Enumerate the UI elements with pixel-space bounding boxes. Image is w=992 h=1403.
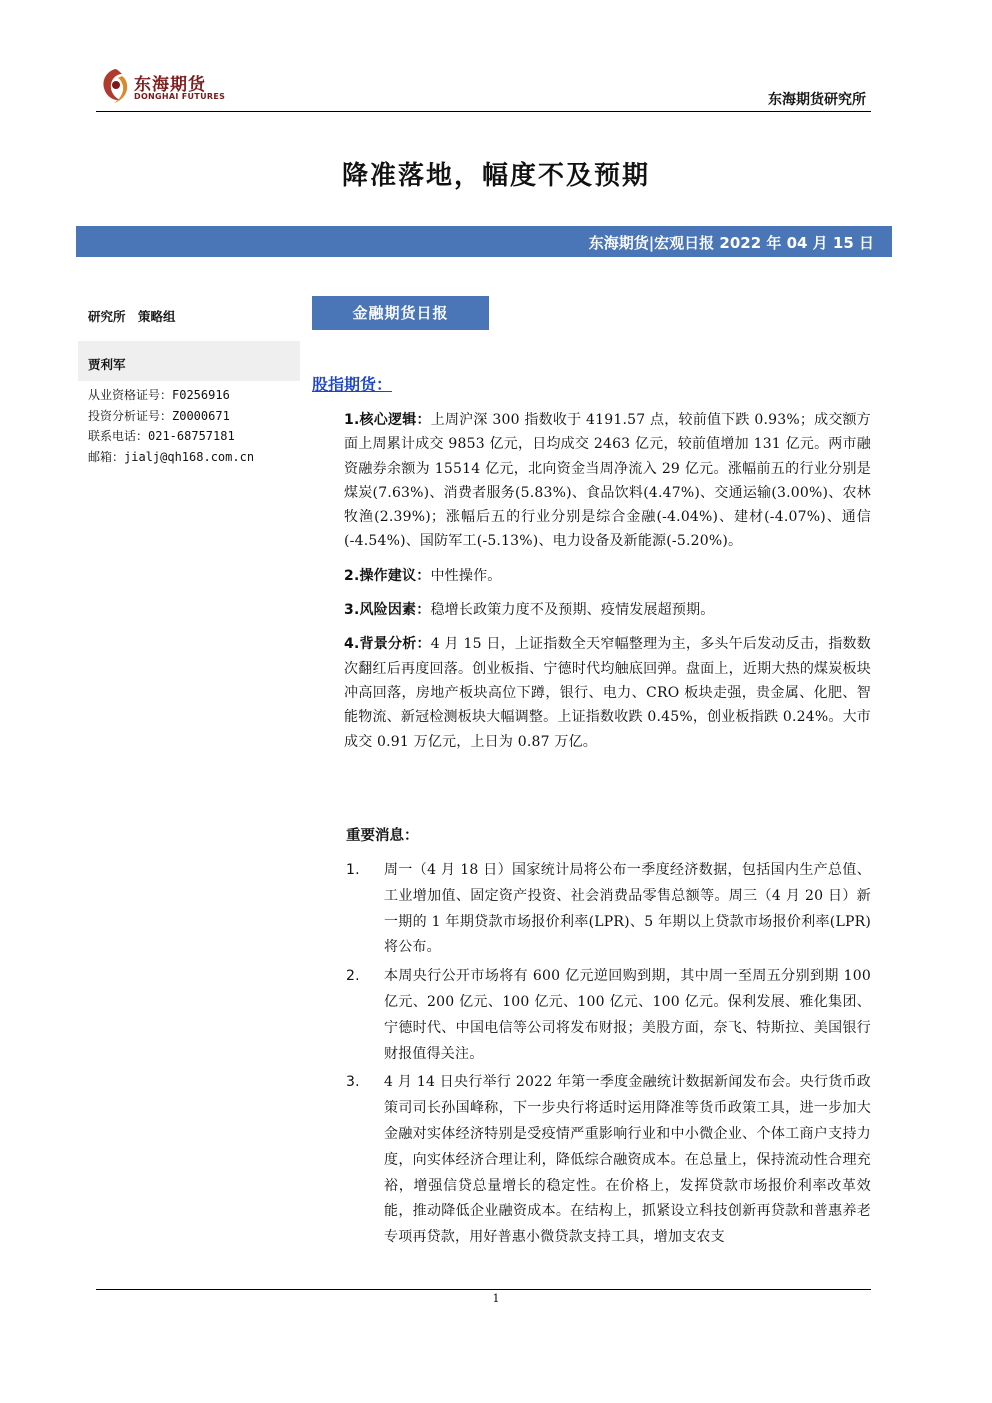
report-title: 降准落地，幅度不及预期	[341, 161, 650, 191]
paragraph-text: 中性操作。	[430, 567, 502, 584]
paragraph-operation-advice	[344, 564, 871, 588]
stock-index-futures-heading: 股指期货：	[312, 375, 393, 394]
paragraph-risk-factors	[344, 598, 871, 622]
news-item	[346, 858, 871, 961]
logo-english-text: DONGHAI FUTURES	[134, 92, 226, 101]
report-banner	[76, 226, 892, 257]
news-list	[346, 858, 871, 1254]
paragraph-background	[344, 632, 871, 753]
paragraph-text: 稳增长政策力度不及预期、疫情发展超预期。	[430, 602, 715, 619]
email-address: 邮箱：jialj@qh168.com.cn	[88, 449, 255, 464]
paragraph-label: 3.风险因素：	[344, 602, 431, 619]
paragraph-label: 4.背景分析：	[344, 636, 431, 653]
analyst-name: 贾利军	[88, 357, 126, 372]
news-item-number: 2.	[346, 968, 360, 985]
analyst-sidebar	[88, 307, 300, 464]
paragraph-text: 上周沪深 300 指数收于 4191.57 点，较前值下跌 0.93%；成交额方面上周累计成交 9853 亿元，日均成交 2463 亿元，较前值增加 131 亿元。两市融资融券余额为 15514 亿元，北向资金当周净流入 29 亿元。涨幅前五的行业分别是煤炭(7.63%)、消费者服务(5.83%)、食品饮料(4.47%)、交通运输(3.00%)、农林牧渔(2.39%)；涨幅后五的行业分别是综合金融(-4.04%)、建材(-4.07%)、通信(-4.54%)、国防军工(-5.13%)、电力设备及新能源(-5.20%)。	[344, 412, 871, 550]
company-logo	[98, 66, 228, 110]
news-item	[346, 964, 871, 1067]
paragraph-label: 1.核心逻辑：	[344, 412, 431, 428]
paragraph-label: 2.操作建议：	[344, 567, 431, 584]
logo-chinese-text: 东海期货	[134, 75, 206, 95]
news-item-number: 3.	[346, 1074, 360, 1091]
footer-divider	[96, 1289, 871, 1290]
header-org-name: 东海期货研究所	[768, 92, 866, 108]
header-divider	[96, 111, 871, 112]
investment-analysis-number: 投资分析证号：Z0000671	[88, 408, 230, 423]
analyst-contact-info	[88, 386, 300, 468]
news-item-text: 周一（4 月 18 日）国家统计局将公布一季度经济数据，包括国内生产总值、工业增加值、固定资产投资、社会消费品零售总额等。周三（4 月 20 日）新一期的 1 年期贷款市场报价利率(LPR)、5 年期以上贷款市场报价利率(LPR)将公布。	[384, 862, 871, 956]
news-item-number: 1.	[346, 862, 360, 878]
news-item-text: 4 月 14 日央行举行 2022 年第一季度金融统计数据新闻发布会。央行货币政策司司长孙国峰称，下一步央行将适时运用降准等货币政策工具，进一步加大金融对实体经济特别是受疫情严重影响行业和中小微企业、个体工商户支持力度，向实体经济合理让利，降低综合融资成本。在总量上，保持流动性合理充裕，增强信贷总量增长的稳定性。在价格上，发挥贷款市场报价利率改革效能，推动降低企业融资成本。在结构上，抓紧设立科技创新再贷款和普惠养老专项再贷款，用好普惠小微贷款支持工具，增加支农支	[384, 1074, 871, 1246]
qualification-number: 从业资格证号：F0256916	[88, 388, 230, 402]
news-item	[346, 1070, 871, 1251]
phone-number: 联系电话：021-68757181	[88, 429, 235, 443]
news-item-text: 本周央行公开市场将有 600 亿元逆回购到期，其中周一至周五分别到期 100 亿元、200 亿元、100 亿元、100 亿元、100 亿元。保利发展、雅化集团、宁德时代、中国电信等公司将发布财报；美股方面，奈飞、特斯拉、美国银行财报值得关注。	[384, 968, 871, 1062]
page-number: 1	[492, 1292, 500, 1305]
paragraph-text: 4 月 15 日，上证指数全天窄幅整理为主，多头午后发动反击，指数数次翻红后再度回落。创业板指、宁德时代均触底回弹。盘面上，近期大热的煤炭板块冲高回落，房地产板块高位下蹲，银行、电力、CRO 板块走强，贵金属、化肥、智能物流、新冠检测板块大幅调整。上证指数收跌 0.45%，创业板指跌 0.24%。大市成交 0.91 万亿元，上日为 0.87 万亿。	[344, 636, 872, 750]
paragraph-core-logic	[344, 408, 871, 554]
department-label: 研究所 策略组	[88, 309, 176, 324]
important-news-heading: 重要消息：	[346, 828, 419, 844]
analysis-content	[344, 408, 871, 764]
logo-emblem-icon	[98, 66, 132, 106]
section-tab: 金融期货日报	[312, 296, 489, 330]
banner-text: 东海期货|宏观日报 2022 年 04 月 15 日	[588, 234, 874, 252]
